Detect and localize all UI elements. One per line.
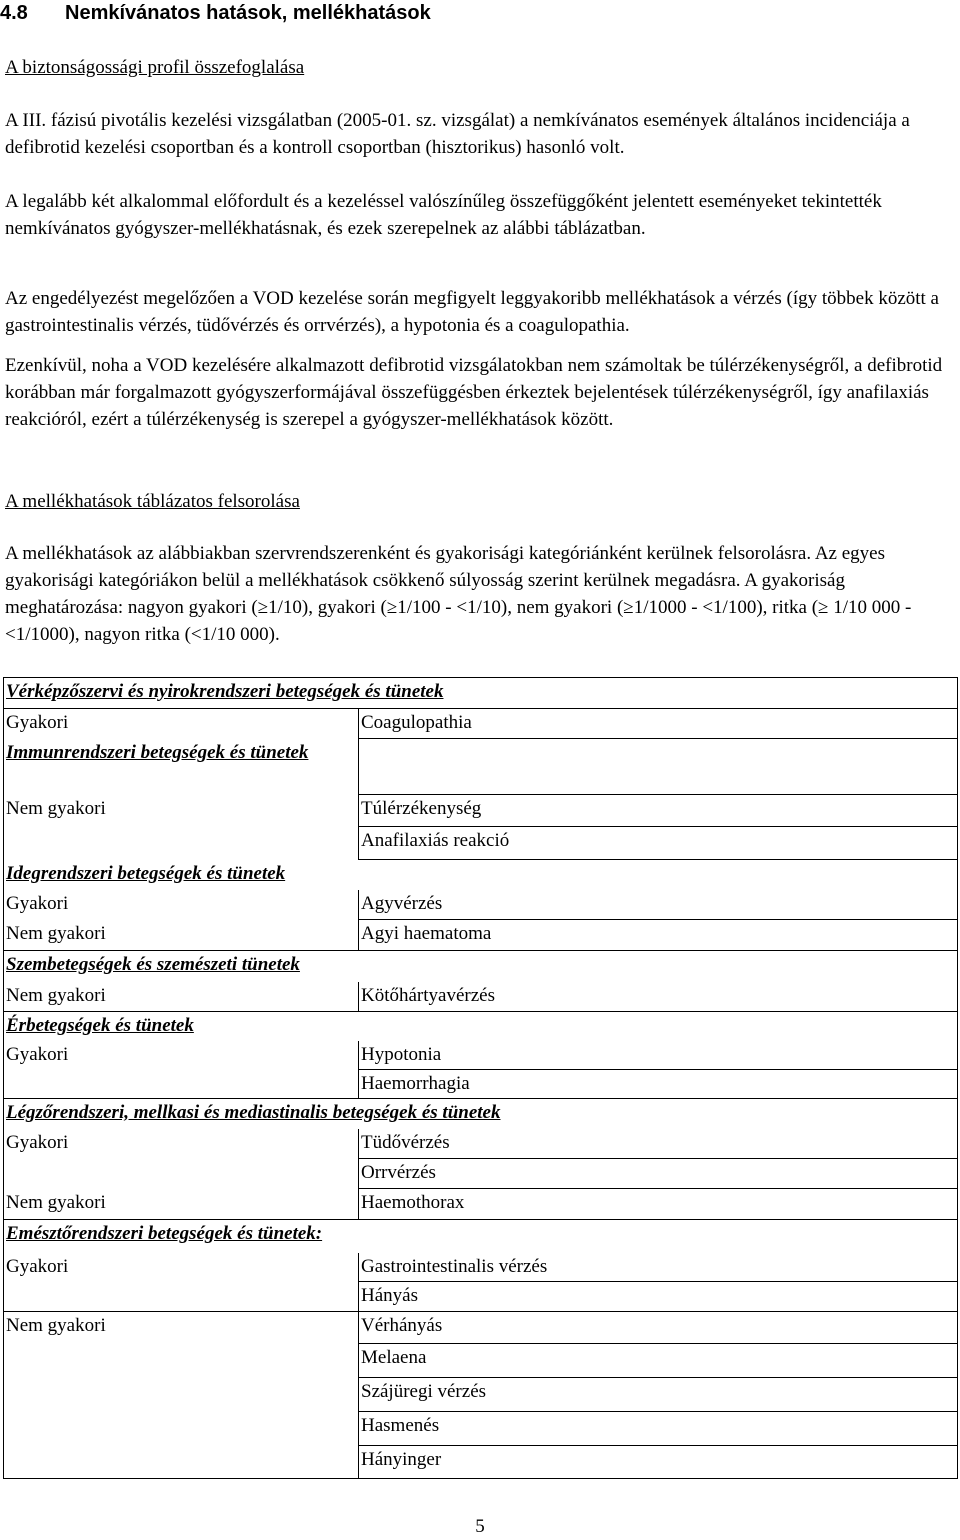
table-row xyxy=(4,795,958,827)
reaction-cell: Túlérzékenység xyxy=(359,795,958,827)
frequency-cell xyxy=(4,1378,359,1412)
frequency-cell: Gyakori xyxy=(6,1255,69,1277)
paragraph-common-effects: Az engedélyezést megelőzően a VOD kezelése során megfigyelt leggyakoribb mellékhatások a vérzés (így többek között a gastrointestinalis vérzés, tüdővérzés és orrvérzés), a hypotonia és a coagulopathia. xyxy=(5,288,939,336)
table-row xyxy=(4,1220,958,1253)
table-row xyxy=(4,1012,958,1041)
table-row xyxy=(4,890,958,920)
table-row xyxy=(4,1344,958,1378)
frequency-cell xyxy=(4,1282,359,1312)
frequency-cell xyxy=(4,1070,359,1099)
table-row xyxy=(4,709,958,739)
reaction-cell: Tüdővérzés xyxy=(359,1129,958,1159)
paragraph-incidence: A III. fázisú pivotális kezelési vizsgálatban (2005-01. sz. vizsgálat) a nemkívánatos események általános incidenciája a defibrotid kezelési csoportban és a kontroll csoportban (hisztorikus) hasonló volt. xyxy=(5,110,910,158)
reaction-cell: Agyvérzés xyxy=(359,890,958,920)
table-row xyxy=(4,1282,958,1312)
table-row xyxy=(4,1446,958,1479)
table-row xyxy=(4,1099,958,1129)
table-row xyxy=(4,1129,958,1159)
category-immune: Immunrendszeri betegségek és tünetek xyxy=(6,741,309,763)
table-row xyxy=(4,951,958,982)
category-respiratory: Légzőrendszeri, mellkasi és mediastinalis betegségek és tünetek xyxy=(6,1102,501,1123)
reaction-cell: Orrvérzés xyxy=(359,1159,958,1189)
paragraph-definition: A legalább két alkalommal előfordult és a kezeléssel valószínűleg összefüggőként jelentett eseményeket tekintették nemkívánatos gyógyszer-mellékhatásnak, és ezek szerepelnek az alábbi táblázatban. xyxy=(5,191,882,239)
table-row xyxy=(4,982,958,1012)
frequency-cell xyxy=(4,1344,359,1378)
reaction-cell: Hypotonia xyxy=(359,1041,958,1070)
category-eye: Szembetegségek és szemészeti tünetek xyxy=(6,954,300,975)
table-row xyxy=(4,1070,958,1099)
reaction-cell: Melaena xyxy=(359,1344,958,1378)
category-gastrointestinal: Emésztőrendszeri betegségek és tünetek: xyxy=(6,1223,323,1244)
frequency-cell: Nem gyakori xyxy=(6,1315,106,1336)
table-list-subtitle: A mellékhatások táblázatos felsorolása xyxy=(5,491,300,512)
reaction-cell: Agyi haematoma xyxy=(359,920,958,951)
category-hematologic: Vérképzőszervi és nyirokrendszeri betegségek és tünetek xyxy=(4,678,958,709)
frequency-cell: Nem gyakori xyxy=(4,1189,359,1220)
section-number: 4.8 xyxy=(0,2,28,24)
reaction-cell: Vérhányás xyxy=(359,1312,958,1344)
table-row xyxy=(4,827,958,860)
table-row xyxy=(4,1189,958,1220)
category-vascular: Érbetegségek és tünetek xyxy=(6,1015,194,1036)
reaction-cell: Hasmenés xyxy=(359,1412,958,1446)
reaction-cell: Hányinger xyxy=(359,1446,958,1479)
table-row xyxy=(4,1378,958,1412)
reaction-cell: Anafilaxiás reakció xyxy=(359,827,958,860)
frequency-cell xyxy=(4,1159,359,1189)
reaction-cell: Haemorrhagia xyxy=(359,1070,958,1099)
table-row xyxy=(4,678,958,709)
table-row xyxy=(4,1041,958,1070)
table-row xyxy=(4,1253,958,1282)
reaction-cell xyxy=(359,739,958,795)
frequency-cell: Nem gyakori xyxy=(6,797,106,819)
reaction-cell: Kötőhártyavérzés xyxy=(359,982,958,1012)
category-nervous: Idegrendszeri betegségek és tünetek xyxy=(6,863,286,884)
paragraph-hypersensitivity: Ezenkívül, noha a VOD kezelésére alkalmazott defibrotid vizsgálatokban nem számoltak be túlérzékenységről, a defibrotid korábban már forgalmazott gyógyszerformájával összefüggésben érkeztek bejelentések túlérzékenységről, így anafilaxiás reakcióról, ezért a túlérzékenység is szerepel a gyógyszer-mellékhatások között. xyxy=(5,355,943,430)
reaction-cell: Haemothorax xyxy=(359,1189,958,1220)
frequency-cell: Nem gyakori xyxy=(4,982,359,1012)
frequency-cell: Gyakori xyxy=(6,712,69,733)
table-row xyxy=(4,1412,958,1446)
frequency-cell xyxy=(4,1446,359,1479)
section-heading xyxy=(0,0,431,26)
adverse-reactions-table xyxy=(3,677,958,1479)
table-row xyxy=(4,920,958,951)
table-row xyxy=(4,1312,958,1344)
reaction-cell: Szájüregi vérzés xyxy=(359,1378,958,1412)
reaction-cell: Gastrointestinalis vérzés xyxy=(359,1253,958,1282)
table-row xyxy=(4,739,958,795)
section-title: Nemkívánatos hatások, mellékhatások xyxy=(65,2,431,24)
table-row xyxy=(4,860,958,890)
table-row xyxy=(4,1159,958,1189)
summary-subtitle: A biztonságossági profil összefoglalása xyxy=(5,57,305,78)
frequency-cell xyxy=(4,827,359,860)
paragraph-frequency-definition: A mellékhatások az alábbiakban szervrendszerenként és gyakorisági kategóriánként kerülnek felsorolásra. Az egyes gyakorisági kategóriákon belül a mellékhatások csökkenő súlyosság szerint kerülnek megadásra. A gyakoriság meghatározása: nagyon gyakori (≥1/10), gyakori (≥1/100 - <1/10), nem gyakori (≥1/1000 - <1/100), ritka (≥ 1/10 000 - <1/1000), nagyon ritka (<1/10 000). xyxy=(5,543,912,645)
frequency-cell: Gyakori xyxy=(6,1131,69,1153)
page-number: 5 xyxy=(475,1516,485,1537)
frequency-cell: Nem gyakori xyxy=(4,920,359,951)
reaction-cell: Hányás xyxy=(359,1282,958,1312)
frequency-cell: Gyakori xyxy=(6,1043,69,1065)
frequency-cell: Gyakori xyxy=(6,892,69,914)
frequency-cell xyxy=(4,1412,359,1446)
reaction-cell: Coagulopathia xyxy=(359,709,958,739)
